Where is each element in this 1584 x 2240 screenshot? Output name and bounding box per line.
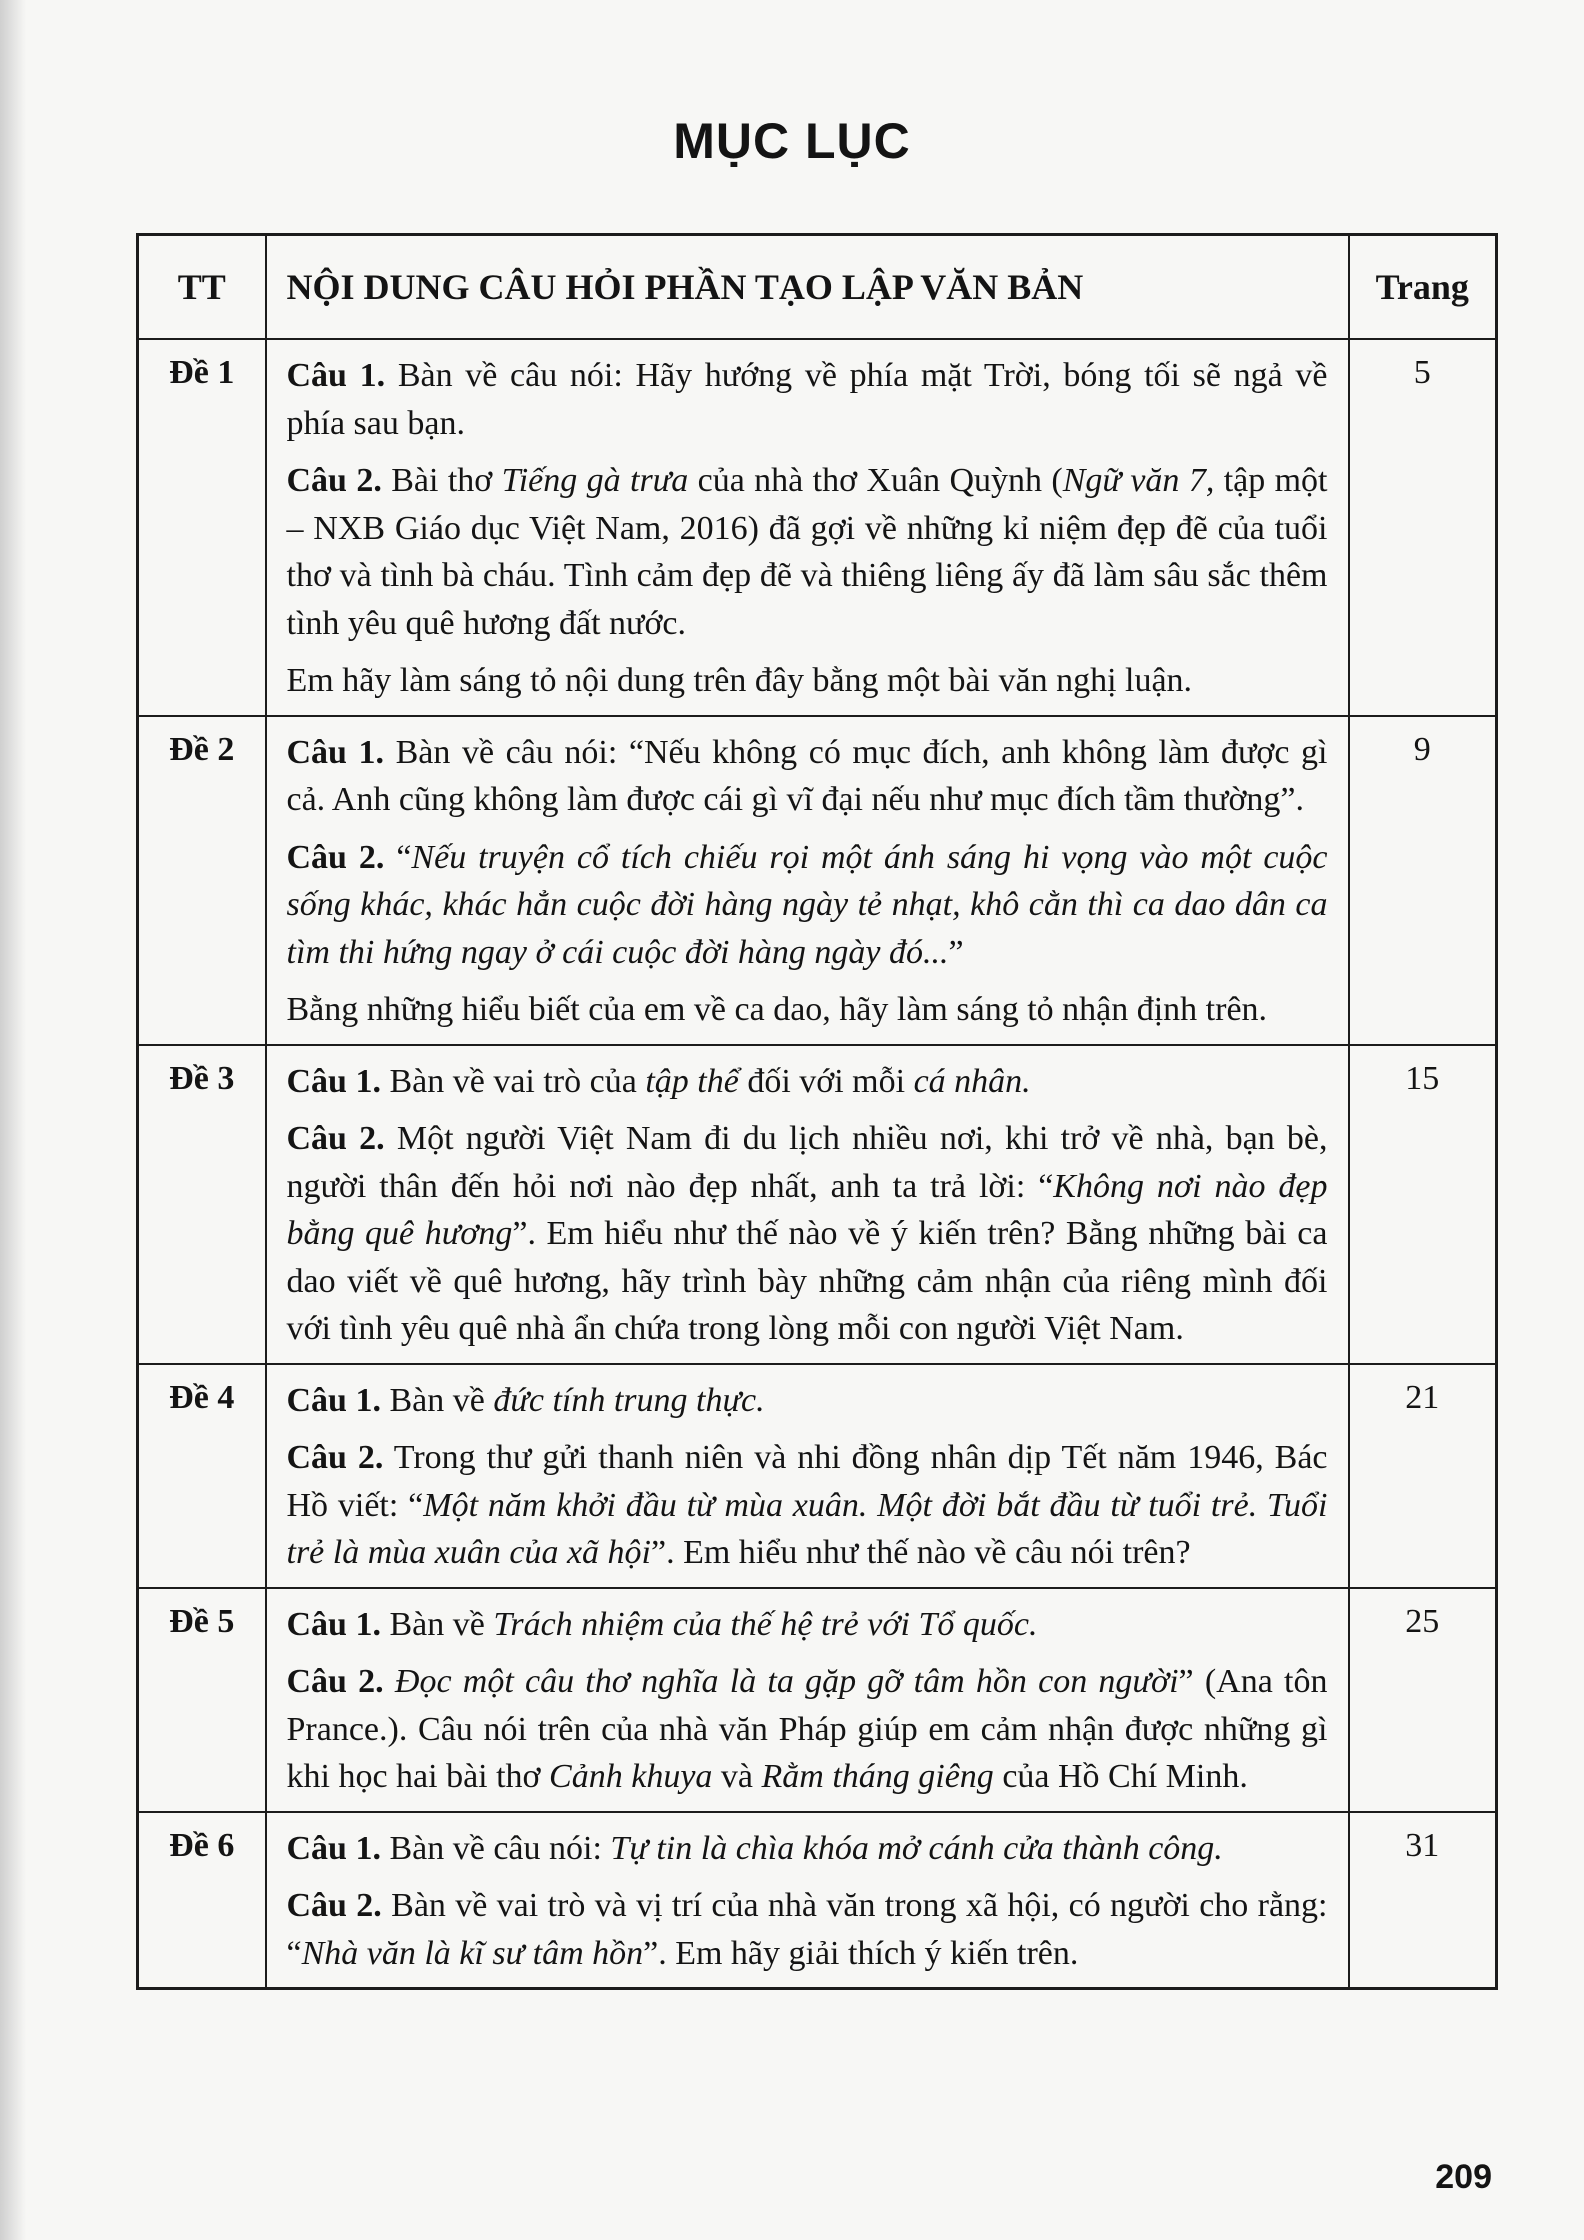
text-run: Bàn về bbox=[380, 1381, 494, 1419]
question-label: Câu 2. bbox=[286, 1439, 384, 1476]
italic-text: Trách nhiệm của thế hệ trẻ với Tổ quốc. bbox=[493, 1605, 1038, 1643]
toc-row bbox=[138, 1045, 1497, 1364]
text-run: Bàn về bbox=[380, 1605, 494, 1643]
exam-content bbox=[266, 1588, 1349, 1812]
question-2 bbox=[287, 834, 1328, 977]
exam-label: Đề 3 bbox=[138, 1045, 266, 1364]
header-content: NỘI DUNG CÂU HỎI PHẦN TẠO LẬP VĂN BẢN bbox=[266, 235, 1349, 340]
text-run: của nhà thơ Xuân Quỳnh ( bbox=[688, 462, 1063, 499]
question-label: Câu 2. bbox=[286, 462, 382, 499]
text-run: đối với mỗi bbox=[738, 1062, 914, 1100]
italic-text: Nếu truyện cổ tích chiếu rọi một ánh sáng hi vọng vào một cuộc sống khác, khác hẳn cuộc đời hàng ngày tẻ nhạt, khô cằn thì ca dao dân ca tìm thi hứng ngay ở cái cuộc đời hàng ngày đó... bbox=[286, 838, 1328, 971]
page-ref: 31 bbox=[1349, 1812, 1497, 1989]
page-ref: 15 bbox=[1349, 1045, 1497, 1364]
question-1 bbox=[287, 729, 1328, 824]
question-1 bbox=[287, 1377, 1328, 1425]
italic-text: tập thể bbox=[645, 1062, 739, 1100]
page-binding-edge bbox=[0, 0, 26, 2240]
text-run: Bàn về câu nói: bbox=[380, 1829, 611, 1867]
question-2 bbox=[287, 1882, 1328, 1977]
page-ref: 5 bbox=[1349, 339, 1497, 716]
text-run: Trong thư gửi thanh niên và nhi đồng nhân dịp Tết năm 1946, Bác Hồ viết: “ bbox=[286, 1439, 1328, 1524]
exam-label: Đề 2 bbox=[138, 716, 266, 1045]
question-label: Câu 1. bbox=[286, 1062, 381, 1100]
page-ref: 21 bbox=[1349, 1364, 1497, 1588]
question-2-instruction: Em hãy làm sáng tỏ nội dung trên đây bằng một bài văn nghị luận. bbox=[286, 662, 1193, 699]
text-run: Một người Việt Nam đi du lịch nhiều nơi, khi trở về nhà, bạn bè, người thân đến hỏi nơi nào đẹp nhất, anh ta trả lời: “ bbox=[286, 1120, 1328, 1205]
toc-header-row bbox=[138, 235, 1497, 340]
italic-text: cá nhân. bbox=[913, 1062, 1031, 1100]
question-label: Câu 1. bbox=[286, 1605, 381, 1643]
toc-row bbox=[138, 1364, 1497, 1588]
question-2 bbox=[287, 1434, 1328, 1577]
question-1 bbox=[287, 352, 1328, 447]
page-ref: 9 bbox=[1349, 716, 1497, 1045]
header-tt: TT bbox=[138, 235, 266, 340]
exam-label: Đề 4 bbox=[138, 1364, 266, 1588]
question-label: Câu 2. bbox=[286, 1120, 385, 1157]
question-label: Câu 2. bbox=[286, 1887, 382, 1924]
question-label: Câu 1. bbox=[286, 733, 385, 771]
italic-text: Một năm khởi đầu từ mùa xuân. Một đời bắt đầu từ tuổi trẻ. Tuổi trẻ là mùa xuân của xã hội bbox=[286, 1486, 1328, 1571]
text-run: ”. Em hãy giải thích ý kiến trên. bbox=[643, 1934, 1079, 1972]
toc-row bbox=[138, 1812, 1497, 1989]
text-run: Bàn về vai trò và vị trí của nhà văn trong xã hội, có người cho rằng: “ bbox=[286, 1887, 1328, 1972]
question-label: Câu 1. bbox=[286, 357, 386, 394]
toc-table bbox=[136, 233, 1498, 1990]
text-run: Bàn về câu nói: Hãy hướng về phía mặt Trời, bóng tối sẽ ngả về phía sau bạn. bbox=[286, 357, 1328, 442]
italic-text: đức tính trung thực. bbox=[493, 1381, 765, 1419]
text-run: “ bbox=[384, 838, 412, 876]
question-label: Câu 2. bbox=[286, 838, 385, 876]
italic-text: Ngữ văn 7, bbox=[1062, 462, 1215, 499]
italic-text: Cảnh khuya bbox=[549, 1758, 713, 1795]
toc-row bbox=[138, 339, 1497, 716]
exam-content bbox=[266, 1364, 1349, 1588]
question-2 bbox=[287, 457, 1328, 647]
page-number: 209 bbox=[1435, 2158, 1492, 2196]
text-run: Bàn về câu nói: “Nếu không có mục đích, anh không làm được gì cả. Anh cũng không làm được cái gì vĩ đại nếu như mục đích tầm thường”. bbox=[286, 733, 1328, 818]
text-run bbox=[384, 1663, 395, 1700]
italic-text: Không nơi nào đẹp bằng quê hương bbox=[286, 1167, 1328, 1252]
exam-content bbox=[266, 1812, 1349, 1989]
exam-content bbox=[266, 716, 1349, 1045]
question-1 bbox=[287, 1825, 1328, 1873]
text-run: Bài thơ bbox=[381, 462, 502, 499]
exam-content bbox=[266, 339, 1349, 716]
text-run: ”. Em hiểu như thế nào về ý kiến trên? Bằng những bài ca dao viết về quê hương, hãy trình bày những cảm nhận của riêng mình đối với tình yêu quê nhà ẩn chứa trong lòng mỗi con người Việt Nam. bbox=[286, 1215, 1328, 1347]
text-run: tập một – NXB Giáo dục Việt Nam, 2016) đã gợi về những kỉ niệm đẹp đẽ của tuổi thơ và tình bà cháu. Tình cảm đẹp đẽ và thiêng liêng ấy đã làm sâu sắc thêm tình yêu quê hương đất nước. bbox=[286, 462, 1328, 642]
exam-content bbox=[266, 1045, 1349, 1364]
toc-row bbox=[138, 716, 1497, 1045]
question-2 bbox=[287, 1658, 1328, 1801]
text-run: và bbox=[712, 1758, 762, 1795]
text-run: Bàn về vai trò của bbox=[380, 1062, 646, 1100]
italic-text: Nhà văn là kĩ sư tâm hồn bbox=[301, 1934, 644, 1972]
question-2-instruction: Bằng những hiểu biết của em về ca dao, hãy làm sáng tỏ nhận định trên. bbox=[286, 991, 1268, 1028]
toc-body bbox=[138, 339, 1497, 1989]
question-label: Câu 1. bbox=[286, 1829, 381, 1867]
toc-row bbox=[138, 1588, 1497, 1812]
text-run: của Hồ Chí Minh. bbox=[993, 1758, 1248, 1795]
text-run: ”. Em hiểu như thế nào về câu nói trên? bbox=[651, 1534, 1191, 1571]
exam-label: Đề 1 bbox=[138, 339, 266, 716]
question-1 bbox=[287, 1058, 1328, 1106]
italic-text: Đọc một câu thơ nghĩa là ta gặp gỡ tâm hồn con người bbox=[394, 1663, 1179, 1700]
header-page: Trang bbox=[1349, 235, 1497, 340]
page-title: MỤC LỤC bbox=[673, 113, 911, 169]
exam-label: Đề 5 bbox=[138, 1588, 266, 1812]
question-1 bbox=[287, 1601, 1328, 1649]
question-label: Câu 2. bbox=[286, 1663, 384, 1700]
exam-label: Đề 6 bbox=[138, 1812, 266, 1989]
italic-text: Tiếng gà trưa bbox=[501, 462, 689, 499]
text-run: ” bbox=[948, 933, 964, 971]
text-run: ” (Ana tôn Prance.). Câu nói trên của nhà văn Pháp giúp em cảm nhận được những gì khi học hai bài thơ bbox=[286, 1663, 1328, 1795]
question-label: Câu 1. bbox=[286, 1381, 381, 1419]
question-2 bbox=[287, 1115, 1328, 1353]
italic-text: Tự tin là chìa khóa mở cánh cửa thành công. bbox=[610, 1829, 1223, 1867]
italic-text: Rằm tháng giêng bbox=[761, 1758, 994, 1795]
page-ref: 25 bbox=[1349, 1588, 1497, 1812]
